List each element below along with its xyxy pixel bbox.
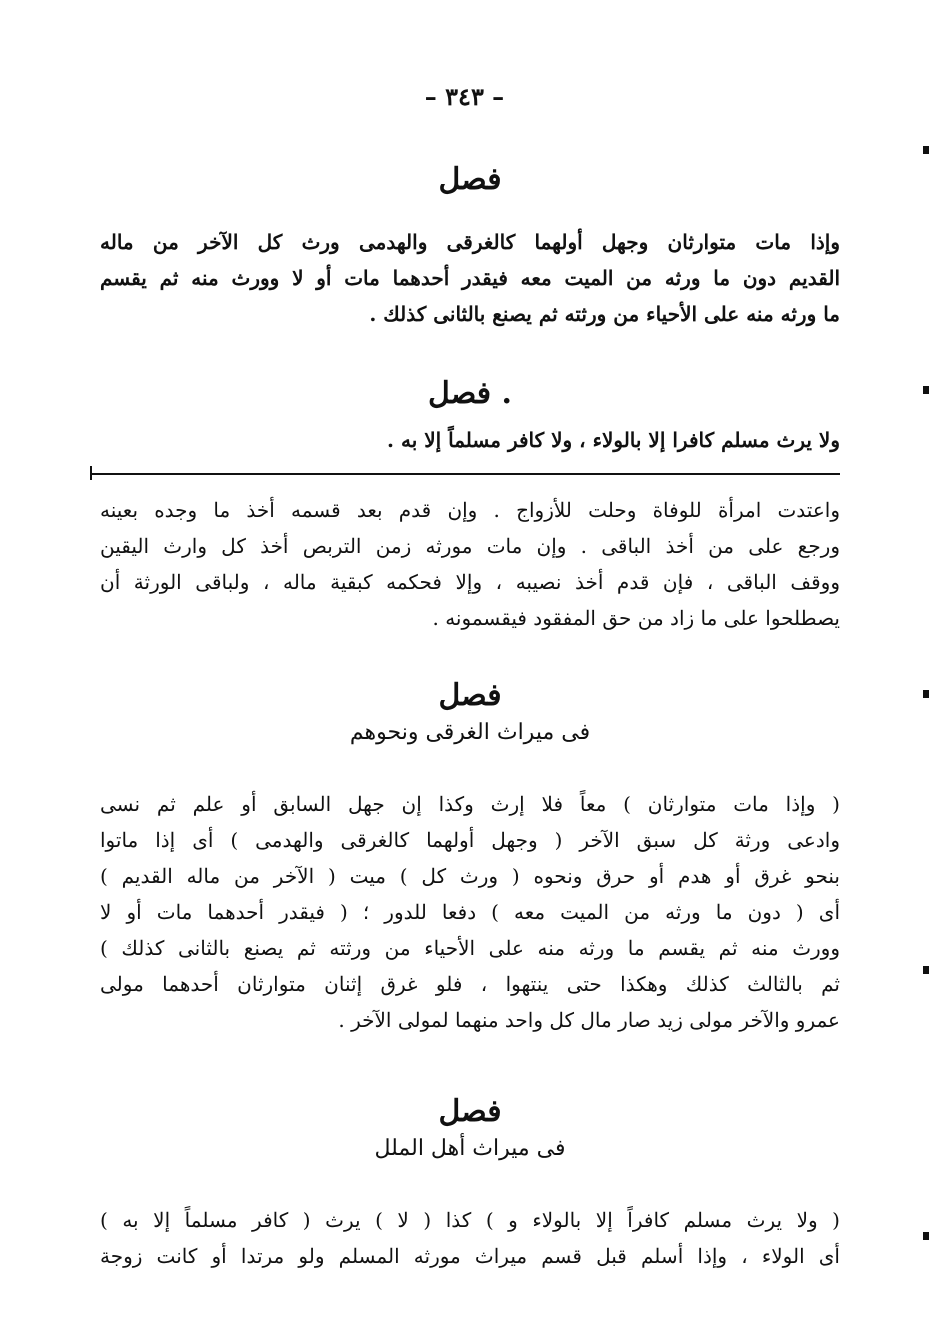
margin-mark — [923, 1232, 929, 1240]
page-number: – ٣٤٣ – — [424, 82, 505, 111]
text-line: ووقف الباقى ، فإن قدم أخذ نصيبه ، وإلا فحكمه كبقية ماله ، ولباقى الورثة أن — [100, 570, 840, 594]
text-line: عمرو والآخر مولى زيد صار مال كل واحد منهما لمولى الآخر . — [338, 1008, 840, 1032]
text-line: ( وإذا مات متوارثان ) معاً فلا إرث وكذا إن جهل السابق أو علم ثم نسى — [100, 792, 840, 816]
text-line: ثم بالثالث كذلك وهكذا حتى ينتهوا ، فلو غرق إثنان متوارثان أحدهما مولى — [100, 972, 840, 996]
text-line: ما ورثه منه على الأحياء من ورثته ثم يصنع بالثانى كذلك . — [369, 302, 840, 326]
text-line: وورث منه ثم يقسم ما ورثه منه على الأحياء من ورثته ثم يصنع بالثانى كذلك ) — [100, 936, 840, 960]
margin-mark — [923, 146, 929, 154]
margin-mark — [923, 386, 929, 394]
text-line: بنحو غرق أو هدم أو حرق ونحوه ( ورث كل ) ميت ( الآخر من ماله القديم ) — [100, 864, 840, 888]
commentary-section-drowned — [100, 676, 840, 750]
matn-section-1 — [100, 160, 840, 200]
matn-section-2 — [100, 374, 840, 414]
commentary-continuation — [100, 492, 840, 636]
text-line: وادعى ورثة كل سبق الآخر ( وجهل أولهما كالغرقى والهدمى ) أى إذا ماتوا — [100, 828, 840, 852]
section-heading: فصل — [438, 678, 502, 713]
matn-commentary-divider — [90, 473, 840, 475]
text-line: ورجع على من أخذ الباقى . وإن مات مورثه زمن التربص أخذ كل وارث اليقين — [100, 534, 840, 558]
commentary-section-religions-text — [100, 1202, 840, 1274]
commentary-section-drowned-text — [100, 786, 840, 1038]
matn-section-2-text — [100, 422, 840, 458]
section-heading: فصل — [438, 162, 502, 197]
text-line: ( ولا يرث مسلم كافراً إلا بالولاء و ) كذا ( لا ) يرث ( كافر مسلماً إلا به ) — [100, 1208, 840, 1232]
divider-tick — [90, 466, 92, 480]
text-line: وإذا مات متوارثان وجهل أولهما كالغرقى والهدمى ورث كل الآخر من ماله — [100, 230, 840, 254]
text-line: واعتدت امرأة للوفاة وحلت للأزواج . وإن قدم بعد قسمه أخذ ما وجده بعينه — [100, 498, 840, 522]
margin-mark — [923, 690, 929, 698]
section-heading: . فصل — [428, 376, 512, 411]
margin-mark — [923, 966, 929, 974]
text-line: يصطلحوا على ما زاد من حق المفقود فيقسمونه . — [432, 606, 840, 630]
matn-section-1-text — [100, 224, 840, 332]
section-subheading: فى ميراث أهل الملل — [374, 1136, 566, 1161]
text-line: أى الولاء ، وإذا أسلم قبل قسم ميراث مورثه المسلم ولو مرتدا أو كانت زوجة — [100, 1244, 840, 1268]
text-line: ولا يرث مسلم كافرا إلا بالولاء ، ولا كافر مسلماً إلا به . — [387, 428, 840, 452]
text-line: القديم دون ما ورثه من الميت معه فيقدر أحدهما مات أو لا وورث منه ثم يقسم — [100, 266, 840, 290]
section-heading: فصل — [438, 1094, 502, 1129]
section-subheading: فى ميراث الغرقى ونحوهم — [349, 720, 591, 745]
text-line: أى ( دون ما ورثه من الميت معه ) دفعا للدور ؛ ( فيقدر أحدهما مات أو لا — [100, 900, 840, 924]
commentary-section-religions — [100, 1092, 840, 1166]
